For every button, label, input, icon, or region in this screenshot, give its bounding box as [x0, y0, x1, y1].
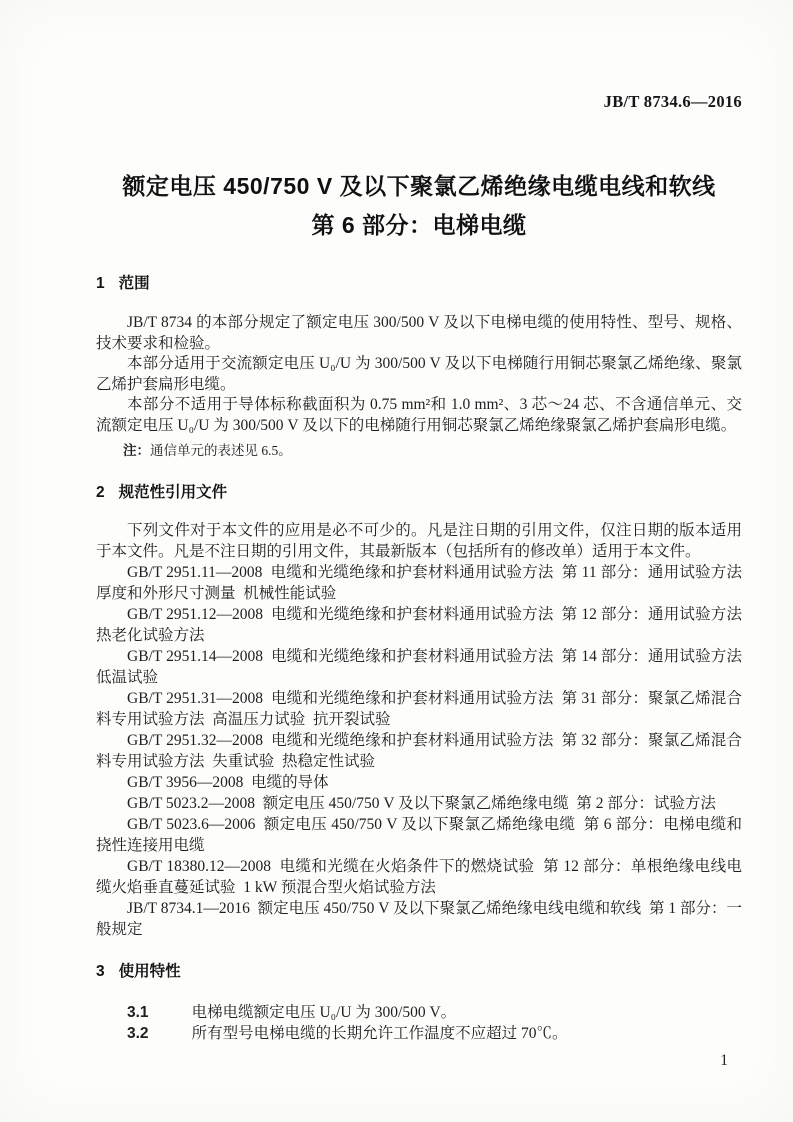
- document-title-line2: 第 6 部分：电梯电缆: [311, 212, 527, 238]
- section-scope-title: 范围: [118, 275, 150, 292]
- reference-item: GB/T 5023.2—2008 额定电压 450/750 V 及以下聚氯乙烯绝缘电缆 第 2 部分：试验方法: [127, 795, 716, 812]
- scope-note-label: 注：: [123, 443, 150, 458]
- section-usage-body: [96, 1003, 742, 1044]
- document-title: [76, 167, 762, 245]
- reference-item: GB/T 2951.12—2008 电缆和光缆绝缘和护套材料通用试验方法 第 12 部分：通用试验方法 热老化试验方法: [96, 606, 750, 644]
- section-references-body: [96, 521, 750, 940]
- clause-number: 3.2: [127, 1024, 149, 1042]
- scope-paragraph: 本部分不适用于导体标称截面积为 0.75 mm²和 1.0 mm²、3 芯～24 芯、不含通信单元、交流额定电压 U₀/U 为 300/500 V 及以下的电梯随行用铜芯聚氯乙烯绝缘聚氯乙烯护套扁形电缆。: [96, 396, 742, 434]
- scope-note: [96, 442, 742, 460]
- reference-item: GB/T 2951.31—2008 电缆和光缆绝缘和护套材料通用试验方法 第 31 部分：聚氯乙烯混合料专用试验方法 高温压力试验 抗开裂试验: [96, 690, 742, 728]
- section-references-number: 2: [96, 484, 105, 501]
- usage-clause: [96, 1024, 742, 1045]
- standard-code: JB/T 8734.6—2016: [603, 92, 742, 111]
- clause-text: 所有型号电梯电缆的长期允许工作温度不应超过 70℃。: [191, 1024, 568, 1042]
- page-number: 1: [720, 1052, 728, 1069]
- section-usage-heading: [96, 962, 742, 981]
- section-usage-number: 3: [96, 963, 105, 980]
- scope-note-text: 通信单元的表述见 6.5。: [150, 443, 292, 458]
- section-usage-title: 使用特性: [118, 963, 181, 980]
- usage-clause: [96, 1003, 742, 1024]
- section-scope-number: 1: [96, 275, 105, 292]
- clause-number: 3.1: [127, 1004, 149, 1021]
- reference-item: GB/T 5023.6—2006 额定电压 450/750 V 及以下聚氯乙烯绝缘电缆 第 6 部分：电梯电缆和挠性连接用电缆: [96, 816, 742, 854]
- reference-item: GB/T 18380.12—2008 电缆和光缆在火焰条件下的燃烧试验 第 12 部分：单根绝缘电线电缆火焰垂直蔓延试验 1 kW 预混合型火焰试验方法: [96, 858, 742, 896]
- references-intro: 下列文件对于本文件的应用是必不可少的。凡是注日期的引用文件，仅注日期的版本适用于本文件。凡是不注日期的引用文件，其最新版本（包括所有的修改单）适用于本文件。: [96, 522, 742, 560]
- section-references-title: 规范性引用文件: [118, 484, 228, 501]
- reference-item: GB/T 3956—2008 电缆的导体: [127, 774, 329, 791]
- reference-item: GB/T 2951.14—2008 电缆和光缆绝缘和护套材料通用试验方法 第 14 部分：通用试验方法 低温试验: [96, 648, 750, 686]
- reference-item: JB/T 8734.1—2016 额定电压 450/750 V 及以下聚氯乙烯绝缘电线电缆和软线 第 1 部分：一般规定: [96, 900, 742, 938]
- scope-paragraph: JB/T 8734 的本部分规定了额定电压 300/500 V 及以下电梯电缆的使用特性、型号、规格、技术要求和检验。: [96, 314, 742, 352]
- document-title-line1: 额定电压 450/750 V 及以下聚氯乙烯绝缘电缆电线和软线: [122, 173, 716, 199]
- section-scope-body: [96, 313, 742, 460]
- clause-text: 电梯电缆额定电压 U₀/U 为 300/500 V。: [191, 1004, 457, 1021]
- section-scope-heading: [96, 274, 742, 293]
- scope-paragraph: 本部分适用于交流额定电压 U₀/U 为 300/500 V 及以下电梯随行用铜芯聚氯乙烯绝缘、聚氯乙烯护套扁形电缆。: [96, 355, 742, 393]
- section-references-heading: [96, 483, 742, 502]
- reference-item: GB/T 2951.32—2008 电缆和光缆绝缘和护套材料通用试验方法 第 32 部分：聚氯乙烯混合料专用试验方法 失重试验 热稳定性试验: [96, 732, 742, 770]
- reference-item: GB/T 2951.11—2008 电缆和光缆绝缘和护套材料通用试验方法 第 11 部分：通用试验方法 厚度和外形尺寸测量 机械性能试验: [96, 564, 750, 602]
